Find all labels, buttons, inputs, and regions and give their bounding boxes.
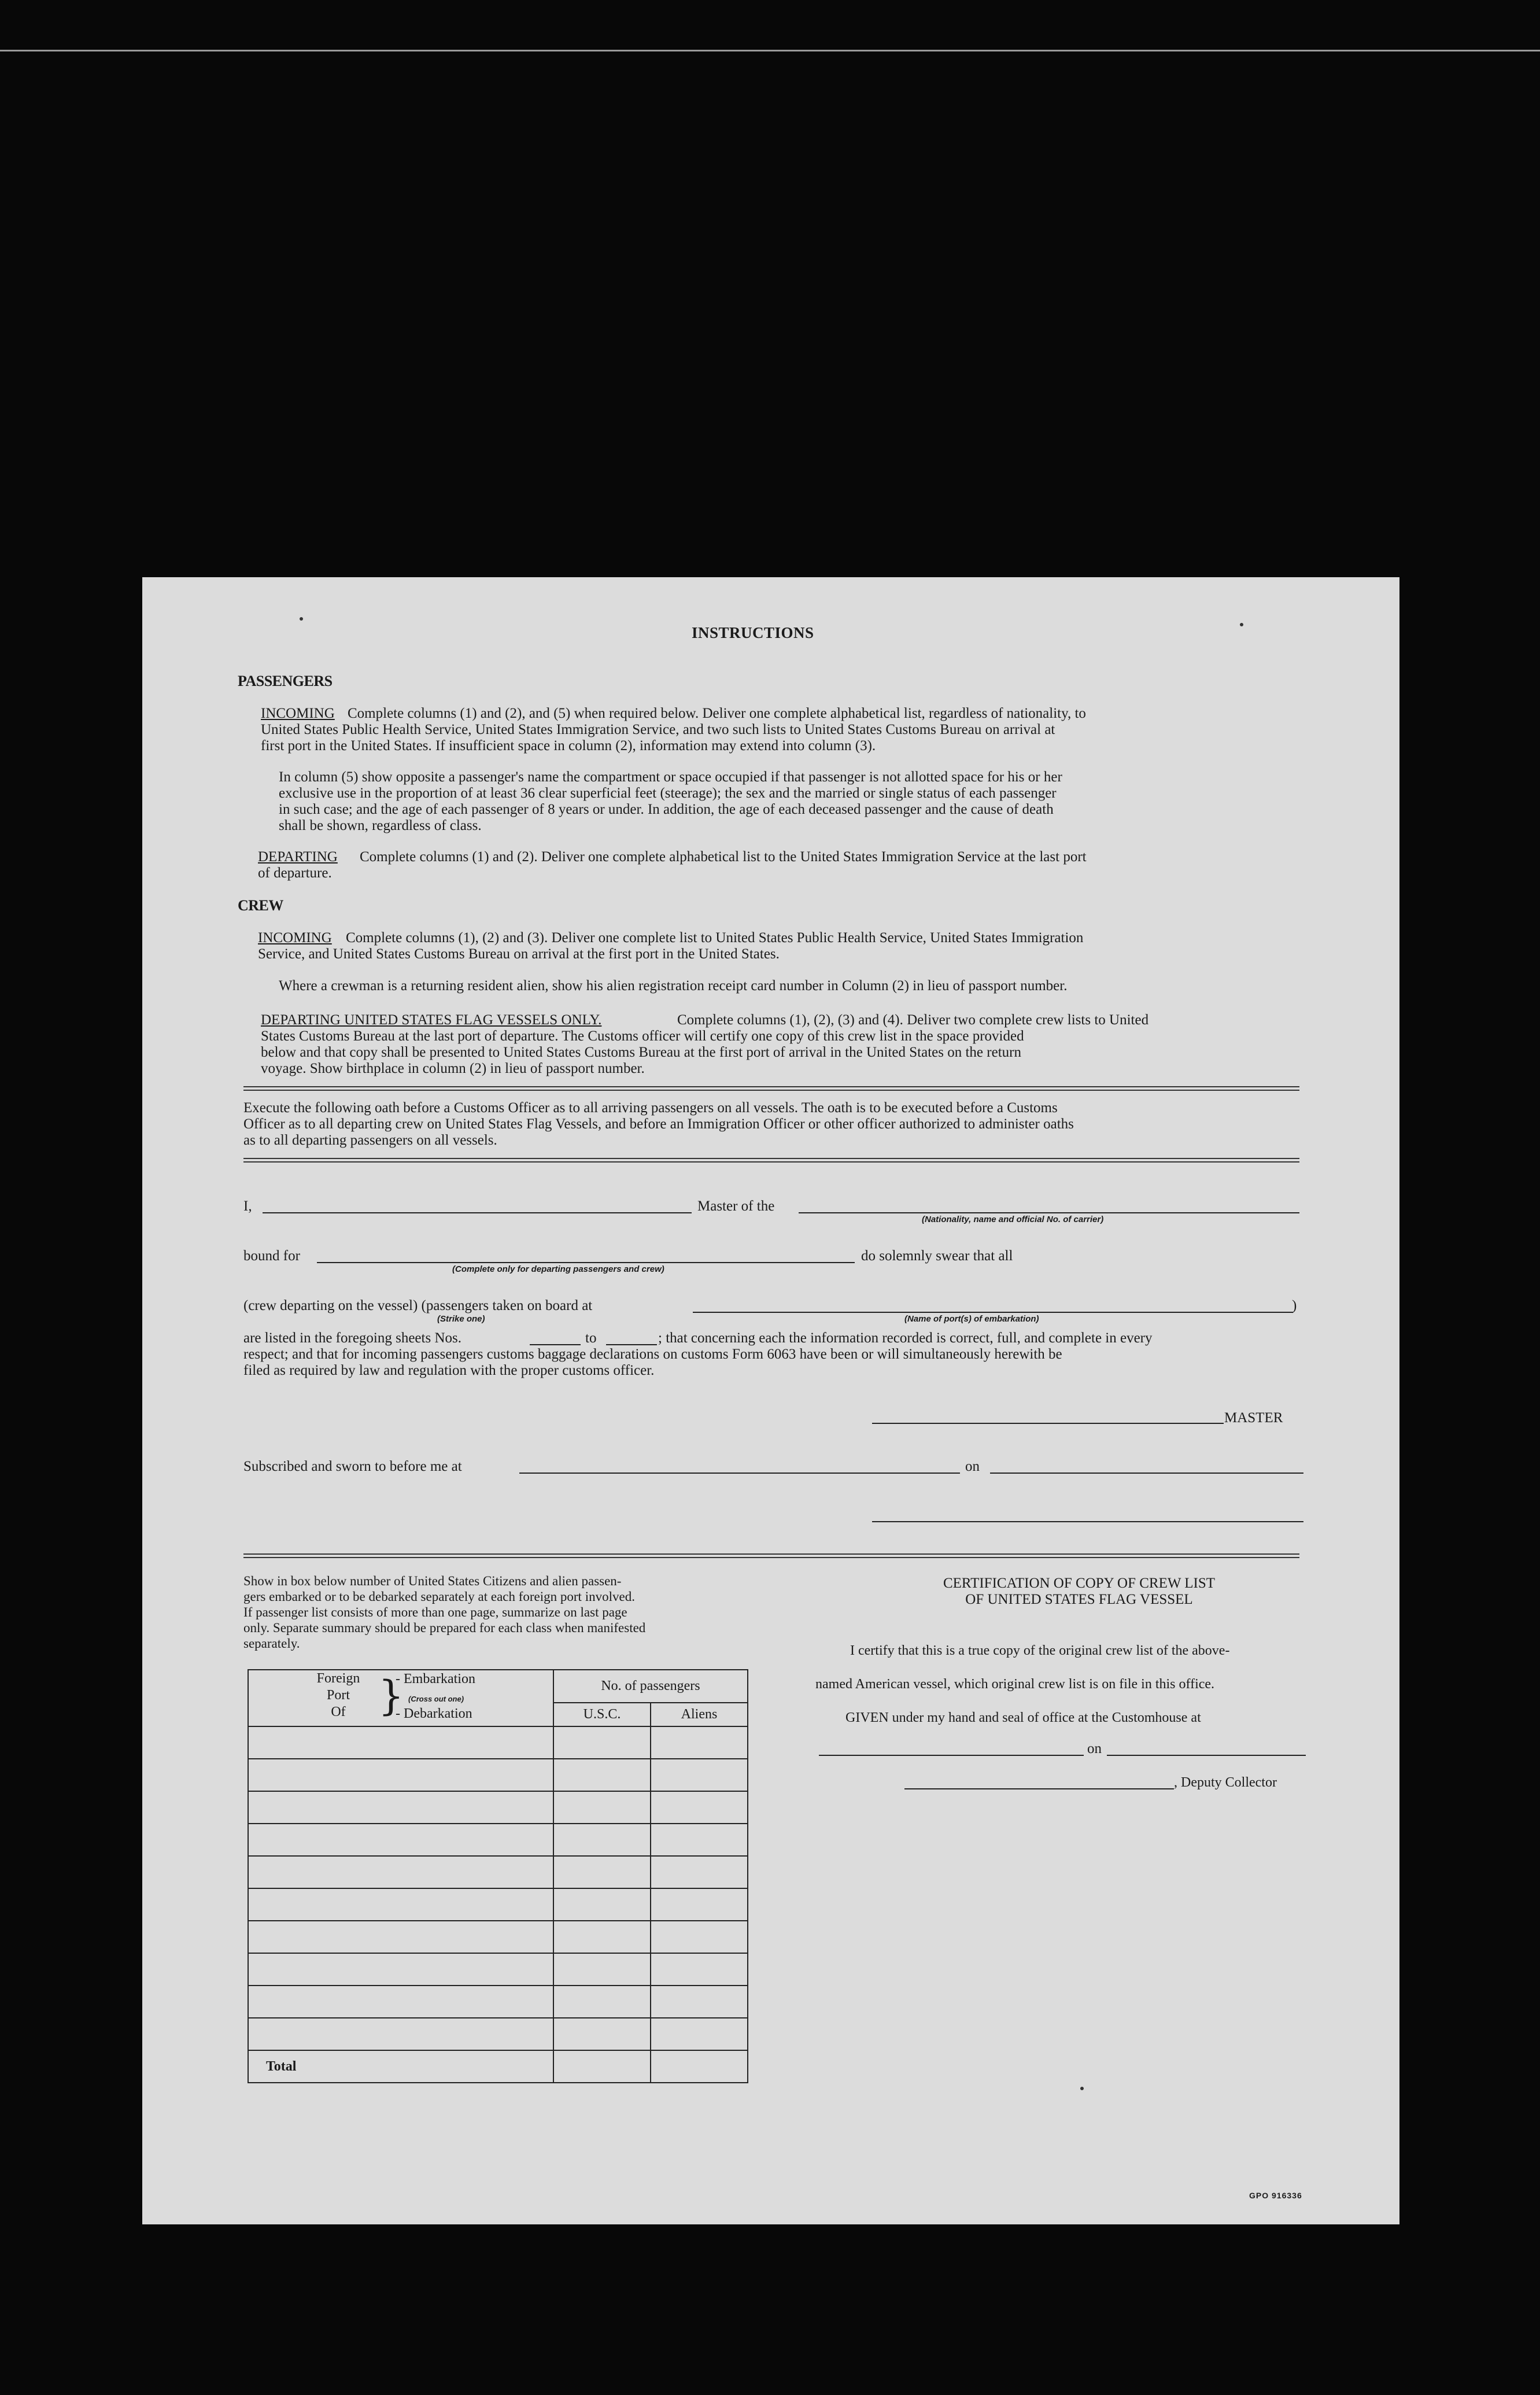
passengers-departing-text: Complete columns (1) and (2). Deliver one complete alphabetical list to the United States Immigration Service at the last port of departure. (258, 849, 1087, 881)
table-row (248, 1824, 748, 1856)
nationality-hint: (Nationality, name and official No. of carrier) (922, 1215, 1104, 1224)
strike-one-hint: (Strike one) (437, 1314, 485, 1324)
port-cell[interactable] (248, 1888, 553, 1921)
close-paren: ) (1292, 1298, 1297, 1313)
oath-i-label: I, (243, 1198, 252, 1214)
crew-heading: CREW (238, 897, 283, 914)
certification-date-field[interactable] (1107, 1755, 1306, 1756)
sworn-on-label: on (965, 1459, 980, 1474)
port-hint: (Name of port(s) of embarkation) (904, 1314, 1039, 1324)
bound-for-field[interactable] (317, 1262, 855, 1263)
usc-cell[interactable] (553, 1953, 651, 1986)
table-row (248, 1856, 748, 1888)
summary-instructions: Show in box below number of United States Citizens and alien passen- gers embarked or to be debarked separately at each foreign port involved. If passenger list consists of more than one page, summarize on last page only. Separate summary should be prepared for each class when manifested separately. (243, 1574, 646, 1651)
port-cell[interactable] (248, 1921, 553, 1953)
table-row (248, 2018, 748, 2050)
aliens-cell[interactable] (651, 1759, 748, 1791)
scan-edge-line (0, 50, 1540, 51)
port-label: Port (326, 1688, 350, 1703)
section-divider (243, 1553, 1299, 1558)
aliens-cell[interactable] (651, 2018, 748, 2050)
officer-signature-field[interactable] (872, 1521, 1303, 1522)
usc-cell[interactable] (553, 1986, 651, 2018)
crew-resident-text: Where a crewman is a returning resident alien, show his alien registration receipt card number in Column (2) in lieu of passport number. (279, 978, 1068, 994)
aliens-cell[interactable] (651, 1953, 748, 1986)
of-label: Of (331, 1704, 346, 1719)
usc-cell[interactable] (553, 2018, 651, 2050)
crew-departing-label: DEPARTING UNITED STATES FLAG VESSELS ONLY. (261, 1012, 602, 1028)
speck (1240, 623, 1243, 626)
customhouse-field[interactable] (819, 1755, 1084, 1756)
usc-cell[interactable] (553, 1824, 651, 1856)
table-row (248, 1921, 748, 1953)
port-header-cell (248, 1670, 553, 1726)
usc-cell[interactable] (553, 1856, 651, 1888)
aliens-cell[interactable] (651, 1856, 748, 1888)
foreign-label: Foreign (316, 1671, 360, 1686)
port-cell[interactable] (248, 1791, 553, 1824)
no-passengers-header: No. of passengers (553, 1670, 748, 1703)
bound-for-label: bound for (243, 1248, 300, 1264)
section-divider (243, 1086, 1299, 1091)
table-row (248, 1953, 748, 1986)
table-row (248, 1791, 748, 1824)
bound-for-hint: (Complete only for departing passengers and crew) (452, 1264, 664, 1274)
crew-departing-label: (crew departing on the vessel) (passengers taken on board at (243, 1298, 593, 1313)
certification-title-2: OF UNITED STATES FLAG VESSEL (965, 1592, 1193, 1607)
swear-label: do solemnly swear that all (861, 1248, 1013, 1264)
passenger-summary-table (248, 1669, 748, 2083)
subscribed-label: Subscribed and sworn to before me at (243, 1459, 462, 1474)
speck (1080, 2087, 1084, 2090)
carrier-field[interactable] (799, 1212, 1299, 1213)
sworn-date-field[interactable] (990, 1473, 1303, 1474)
oath-intro-text: Execute the following oath before a Customs Officer as to all arriving passengers on all vessels. The oath is to be executed before a Customs Officer as to all departing crew on United States Flag Vessels, and before an Immigration Officer or other officer authorized to administer oaths as to all departing passengers on all vessels. (243, 1100, 1074, 1148)
crew-incoming-label: INCOMING (258, 930, 332, 946)
usc-cell[interactable] (553, 1921, 651, 1953)
usc-cell[interactable] (553, 1888, 651, 1921)
port-cell[interactable] (248, 1824, 553, 1856)
table-row (248, 1726, 748, 1759)
embarkation-label[interactable]: - Embarkation (396, 1671, 475, 1687)
cross-out-hint: (Cross out one) (408, 1695, 464, 1703)
passengers-incoming-text: Complete columns (1) and (2), and (5) when required below. Deliver one complete alphabetical list, regardless of nationality, to United States Public Health Service, United States Immigration Service, and two such lists to United States Customs Bureau on arrival at first port in the United States. If insufficient space in column (2), information may extend into column (3). (261, 706, 1086, 754)
port-cell[interactable] (248, 2018, 553, 2050)
table-row (248, 1986, 748, 2018)
aliens-header: Aliens (651, 1703, 748, 1726)
table-row (248, 1759, 748, 1791)
speck (300, 617, 303, 621)
sheets-correct-label: ; that concerning each the information recorded is correct, full, and complete in every (658, 1330, 1153, 1346)
passengers-incoming-label: INCOMING (261, 706, 335, 721)
certification-title-1: CERTIFICATION OF COPY OF CREW LIST (943, 1575, 1216, 1591)
debarkation-label[interactable]: - Debarkation (396, 1706, 472, 1721)
certification-line-3: GIVEN under my hand and seal of office at the Customhouse at (845, 1710, 1201, 1725)
aliens-cell[interactable] (651, 1888, 748, 1921)
sheet-to-field[interactable] (606, 1344, 657, 1345)
aliens-cell[interactable] (651, 1726, 748, 1759)
deputy-collector-label: , Deputy Collector (1174, 1775, 1277, 1790)
master-signature-field[interactable] (872, 1423, 1224, 1424)
sheets-to-label: to (585, 1330, 597, 1346)
master-of-label: Master of the (697, 1198, 775, 1214)
aliens-cell[interactable] (651, 1986, 748, 2018)
total-usc-cell[interactable] (553, 2050, 651, 2083)
usc-cell[interactable] (553, 1791, 651, 1824)
aliens-cell[interactable] (651, 1921, 748, 1953)
usc-cell[interactable] (553, 1726, 651, 1759)
aliens-cell[interactable] (651, 1791, 748, 1824)
port-cell[interactable] (248, 1986, 553, 2018)
certification-on-label: on (1087, 1741, 1102, 1756)
sworn-place-field[interactable] (519, 1473, 960, 1474)
port-cell[interactable] (248, 1953, 553, 1986)
master-label: MASTER (1224, 1410, 1283, 1426)
page-title: INSTRUCTIONS (692, 624, 814, 641)
port-cell[interactable] (248, 1726, 553, 1759)
certification-line-1: I certify that this is a true copy of the original crew list of the above- (850, 1643, 1230, 1658)
passengers-heading: PASSENGERS (238, 673, 333, 689)
usc-cell[interactable] (553, 1759, 651, 1791)
table-row (248, 1888, 748, 1921)
certification-line-2: named American vessel, which original crew list is on file in this office. (815, 1677, 1215, 1692)
usc-header: U.S.C. (553, 1703, 651, 1726)
brace-symbol: } (378, 1672, 404, 1719)
total-row (248, 2050, 748, 2083)
passengers-departing-label: DEPARTING (258, 849, 338, 865)
instructions-form-page (142, 577, 1399, 2224)
passengers-column5-text: In column (5) show opposite a passenger's name the compartment or space occupied if that passenger is not allotted space for his or her exclusive use in the proportion of at least 36 clear superficial feet (steerage); the sex and the married or single status of each passenger in such case; and the age of each passenger of 8 years or under. In addition, the age of each deceased passenger and the cause of death shall be shown, regardless of class. (279, 769, 1062, 833)
total-label: Total (248, 2050, 553, 2083)
crew-departing-text: Complete columns (1), (2), (3) and (4). Deliver two complete crew lists to United States Customs Bureau at the last port of departure. The Customs officer will certify one copy of this crew list in the space provided below and that copy shall be presented to United States Customs Bureau at the first port of arrival in the United States on the return voyage. Show birthplace in column (2) in lieu of passport number. (261, 1012, 1149, 1076)
sheets-label: are listed in the foregoing sheets Nos. (243, 1330, 461, 1346)
port-cell[interactable] (248, 1856, 553, 1888)
crew-incoming-text: Complete columns (1), (2) and (3). Deliver one complete list to United States Public Health Service, United States Immigration Service, and United States Customs Bureau on arrival at the first port in the United States. (258, 930, 1084, 962)
port-cell[interactable] (248, 1759, 553, 1791)
master-name-field[interactable] (263, 1212, 692, 1213)
oath-declaration-text: respect; and that for incoming passengers customs baggage declarations on customs Form 6063 have been or will simultaneously herewith be filed as required by law and regulation with the proper customs officer. (243, 1346, 1062, 1378)
section-divider (243, 1158, 1299, 1163)
port-of-embarkation-field[interactable] (693, 1312, 1293, 1313)
sheet-from-field[interactable] (530, 1344, 581, 1345)
total-aliens-cell[interactable] (651, 2050, 748, 2083)
gpo-code: GPO 916336 (1249, 2191, 1302, 2200)
deputy-collector-signature-field[interactable] (904, 1788, 1174, 1789)
aliens-cell[interactable] (651, 1824, 748, 1856)
